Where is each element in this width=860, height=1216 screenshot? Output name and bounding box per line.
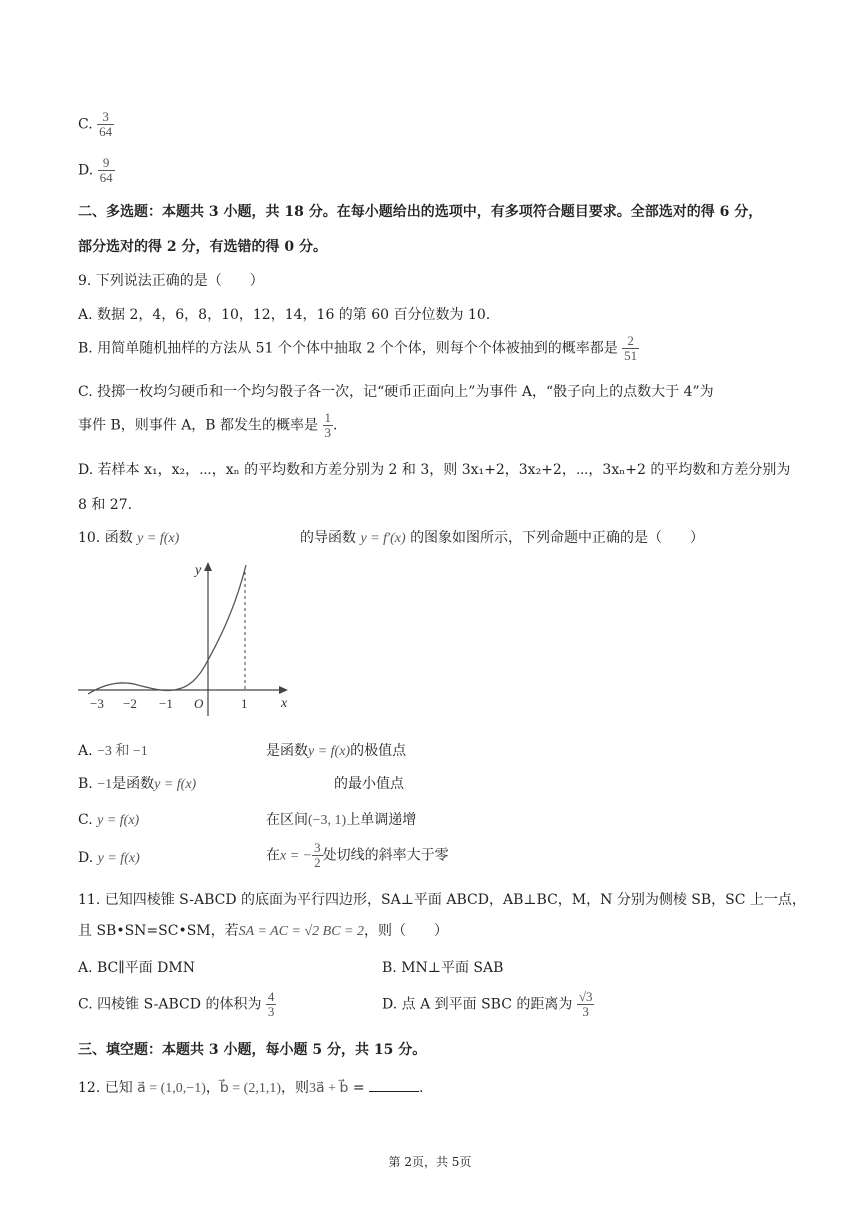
x-axis-arrow bbox=[279, 686, 288, 694]
page-footer: 第 2页，共 5页 bbox=[388, 1155, 472, 1169]
fraction: $\frac{1}{3}$ bbox=[324, 410, 331, 440]
question-10-stem-cont: 的导函数 y = f′(x) 的图象如图所示，下列命题中正确的是（ ） bbox=[300, 530, 705, 546]
option-d: D. $\frac{9}{64}$ bbox=[78, 155, 113, 185]
fraction: $\frac{√3}{3}$ bbox=[578, 989, 593, 1019]
question-10-option-d: D. y = f(x) bbox=[78, 850, 140, 866]
fraction: $\frac{2}{51}$ bbox=[624, 333, 638, 363]
tick-label: −3 bbox=[90, 696, 104, 711]
answer-blank[interactable] bbox=[369, 1077, 419, 1092]
question-9-option-b: B. 用简单随机抽样的方法从 51 个个体中抽取 2 个个体，则每个个体被抽到的概率都是 $\frac{2}{51}$ bbox=[78, 333, 638, 363]
tick-label: −2 bbox=[123, 696, 137, 711]
x-axis-label: x bbox=[281, 696, 288, 711]
tick-label: 1 bbox=[241, 696, 248, 711]
question-9-option-c: C. 投掷一枚均匀硬币和一个均匀骰子各一次，记“硬币正面向上”为事件 A，“骰子向上的点数大于 4”为 bbox=[78, 384, 714, 400]
fraction: $\frac{3}{2}$ bbox=[314, 840, 321, 870]
question-10-option-a-cont: 是函数y = f(x)的极值点 bbox=[266, 743, 407, 759]
derivative-curve bbox=[88, 565, 246, 694]
fraction: $\frac{3}{64}$ bbox=[99, 109, 113, 139]
question-9-option-a: A. 数据 2，4，6，8，10，12，14，16 的第 60 百分位数为 10. bbox=[78, 307, 491, 323]
question-9-stem: 9. 下列说法正确的是（ ） bbox=[78, 273, 264, 289]
y-axis-arrow bbox=[204, 562, 212, 571]
question-11-option-d: D. 点 A 到平面 SBC 的距离为 $\frac{√3}{3}$ bbox=[382, 989, 593, 1019]
question-9-option-d: D. 若样本 x₁，x₂，⋯，xₙ 的平均数和方差分别为 2 和 3，则 3x₁+2，3x₂+2，⋯，3xₙ+2 的平均数和方差分别为 bbox=[78, 462, 791, 478]
option-c: C. $\frac{3}{64}$ bbox=[78, 109, 113, 139]
question-10-option-a: A. −3 和 −1 bbox=[78, 743, 148, 759]
question-9-option-c-cont: 事件 B，则事件 A，B 都发生的概率是 $\frac{1}{3}$ . bbox=[78, 410, 338, 440]
question-10-stem: 10. 函数 y = f(x) bbox=[78, 530, 180, 546]
section-heading-2: 二、多选题：本题共 3 小题，共 18 分。在每小题给出的选项中，有多项符合题目要求。全部选对的得 6 分， bbox=[78, 204, 763, 220]
question-10-option-b-cont: 的最小值点 bbox=[334, 776, 404, 792]
section-heading-2-cont: 部分选对的得 2 分，有选错的得 0 分。 bbox=[78, 239, 327, 255]
tick-label: −1 bbox=[159, 696, 173, 711]
question-11-stem-cont: 且 SB•SN=SC•SM，若SA = AC = √2 BC = 2，则（ ） bbox=[78, 923, 449, 939]
fraction: $\frac{4}{3}$ bbox=[267, 989, 275, 1019]
fraction: $\frac{9}{64}$ bbox=[99, 155, 113, 185]
question-10-option-c: C. y = f(x) bbox=[78, 812, 140, 828]
question-10-option-d-cont: 在x = − $\frac{3}{2}$ 处切线的斜率大于零 bbox=[266, 840, 449, 870]
question-12: 12. 已知 a⃗ = (1,0,−1)，b⃗ = (2,1,1)，则3a⃗ + b⃗ = . bbox=[78, 1077, 423, 1099]
derivative-graph bbox=[74, 560, 299, 720]
question-10-option-c-cont: 在区间(−3, 1)上单调递增 bbox=[266, 812, 417, 828]
question-9-option-d-cont: 8 和 27. bbox=[78, 497, 133, 513]
origin-label: O bbox=[194, 696, 204, 711]
question-11-stem: 11. 已知四棱锥 S-ABCD 的底面为平行四边形，SA⊥平面 ABCD，AB⊥BC，M，N 分别为侧棱 SB，SC 上一点， bbox=[78, 892, 806, 908]
question-11-option-b: B. MN⊥平面 SAB bbox=[382, 960, 504, 976]
section-heading-3: 三、填空题：本题共 3 小题，每小题 5 分，共 15 分。 bbox=[78, 1042, 427, 1058]
question-11-option-a: A. BC∥平面 DMN bbox=[78, 960, 195, 976]
y-axis-label: y bbox=[195, 563, 202, 578]
question-10-option-b: B. −1是函数y = f(x) bbox=[78, 776, 197, 792]
question-11-option-c: C. 四棱锥 S-ABCD 的体积为 $\frac{4}{3}$ bbox=[78, 989, 275, 1019]
